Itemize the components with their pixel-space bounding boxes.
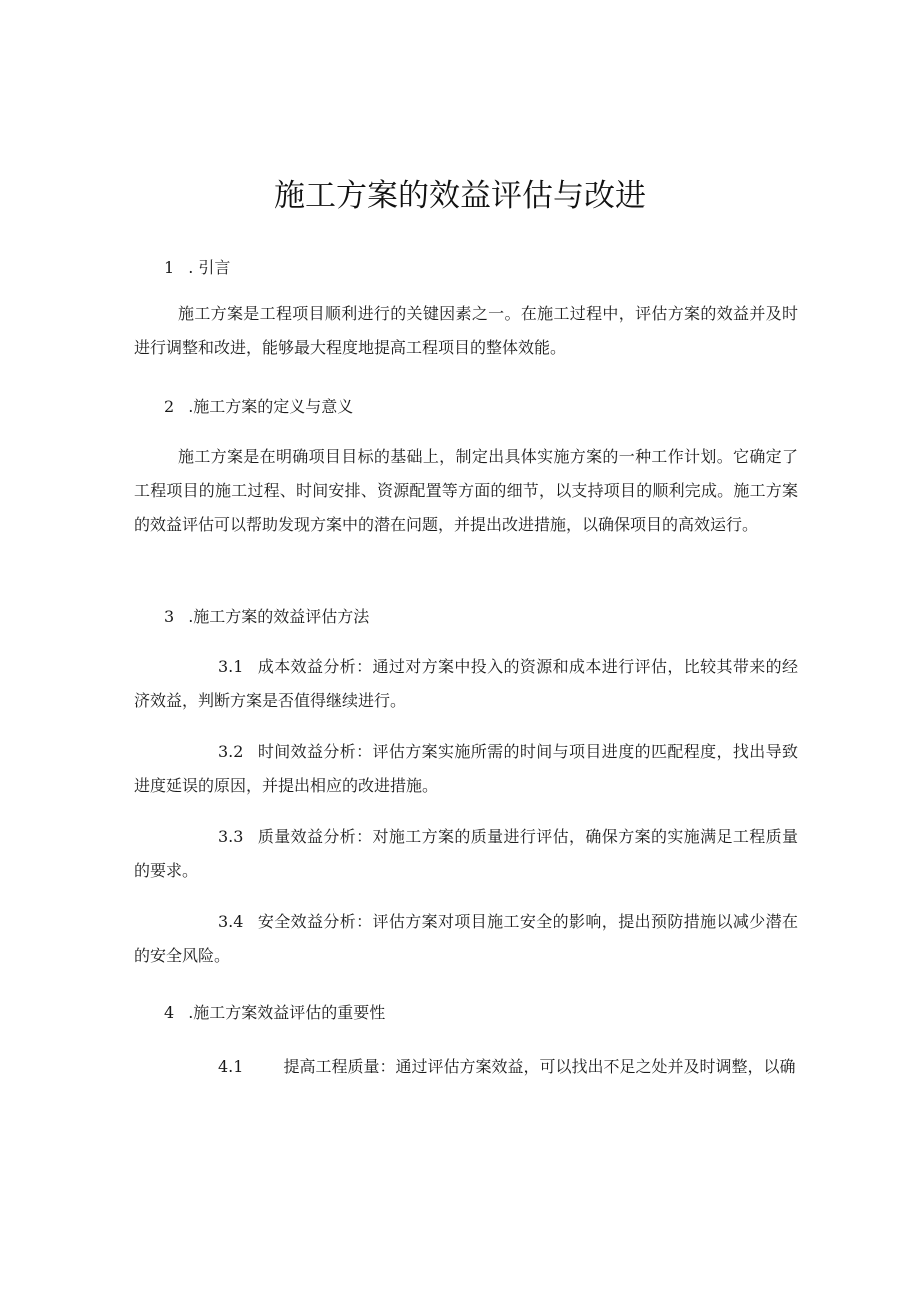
section-title: .施工方案的定义与意义 (188, 397, 354, 416)
subsection-text: 提高工程质量：通过评估方案效益，可以找出不足之处并及时调整，以确 (283, 1057, 796, 1076)
subsection-3-3 (134, 820, 798, 888)
section-title: . 引言 (188, 258, 231, 277)
subsection-text: 成本效益分析：通过对方案中投入的资源和成本进行评估，比较其带来的经济效益，判断方案是否值得继续进行。 (134, 657, 798, 710)
subsection-4-1 (134, 1050, 798, 1084)
subsection-text: 安全效益分析：评估方案对项目施工安全的影响，提出预防措施以减少潜在的安全风险。 (134, 912, 798, 965)
subsection-3-4 (134, 905, 798, 973)
page-title: 施工方案的效益评估与改进 (274, 178, 646, 214)
section-number: 3 (164, 607, 175, 626)
subsection-number: 3.4 (218, 912, 244, 931)
section-heading-2 (164, 397, 353, 417)
section-number: 1 (164, 258, 175, 277)
section-title: .施工方案效益评估的重要性 (188, 1003, 386, 1022)
subsection-number: 3.2 (218, 742, 244, 761)
section-number: 2 (164, 397, 175, 416)
section-number: 4 (164, 1003, 175, 1022)
subsection-number: 3.1 (218, 657, 244, 676)
paragraph: 施工方案是在明确项目目标的基础上，制定出具体实施方案的一种工作计划。它确定了工程项目的施工过程、时间安排、资源配置等方面的细节，以支持项目的顺利完成。施工方案的效益评估可以帮助发现方案中的潜在问题，并提出改进措施，以确保项目的高效运行。 (134, 447, 798, 534)
section-title: .施工方案的效益评估方法 (188, 607, 370, 626)
subsection-text: 时间效益分析：评估方案实施所需的时间与项目进度的匹配程度，找出导致进度延误的原因，并提出相应的改进措施。 (134, 742, 798, 795)
subsection-3-2 (134, 735, 798, 803)
paragraph: 施工方案是工程项目顺利进行的关键因素之一。在施工过程中，评估方案的效益并及时进行调整和改进，能够最大程度地提高工程项目的整体效能。 (134, 304, 798, 357)
subsection-number: 4.1 (218, 1057, 244, 1076)
section-heading-1 (164, 258, 230, 278)
subsection-3-1 (134, 650, 798, 718)
section-heading-4 (164, 1003, 385, 1023)
subsection-text: 质量效益分析：对施工方案的质量进行评估，确保方案的实施满足工程质量的要求。 (134, 827, 798, 880)
section-heading-3 (164, 607, 369, 627)
subsection-number: 3.3 (218, 827, 244, 846)
